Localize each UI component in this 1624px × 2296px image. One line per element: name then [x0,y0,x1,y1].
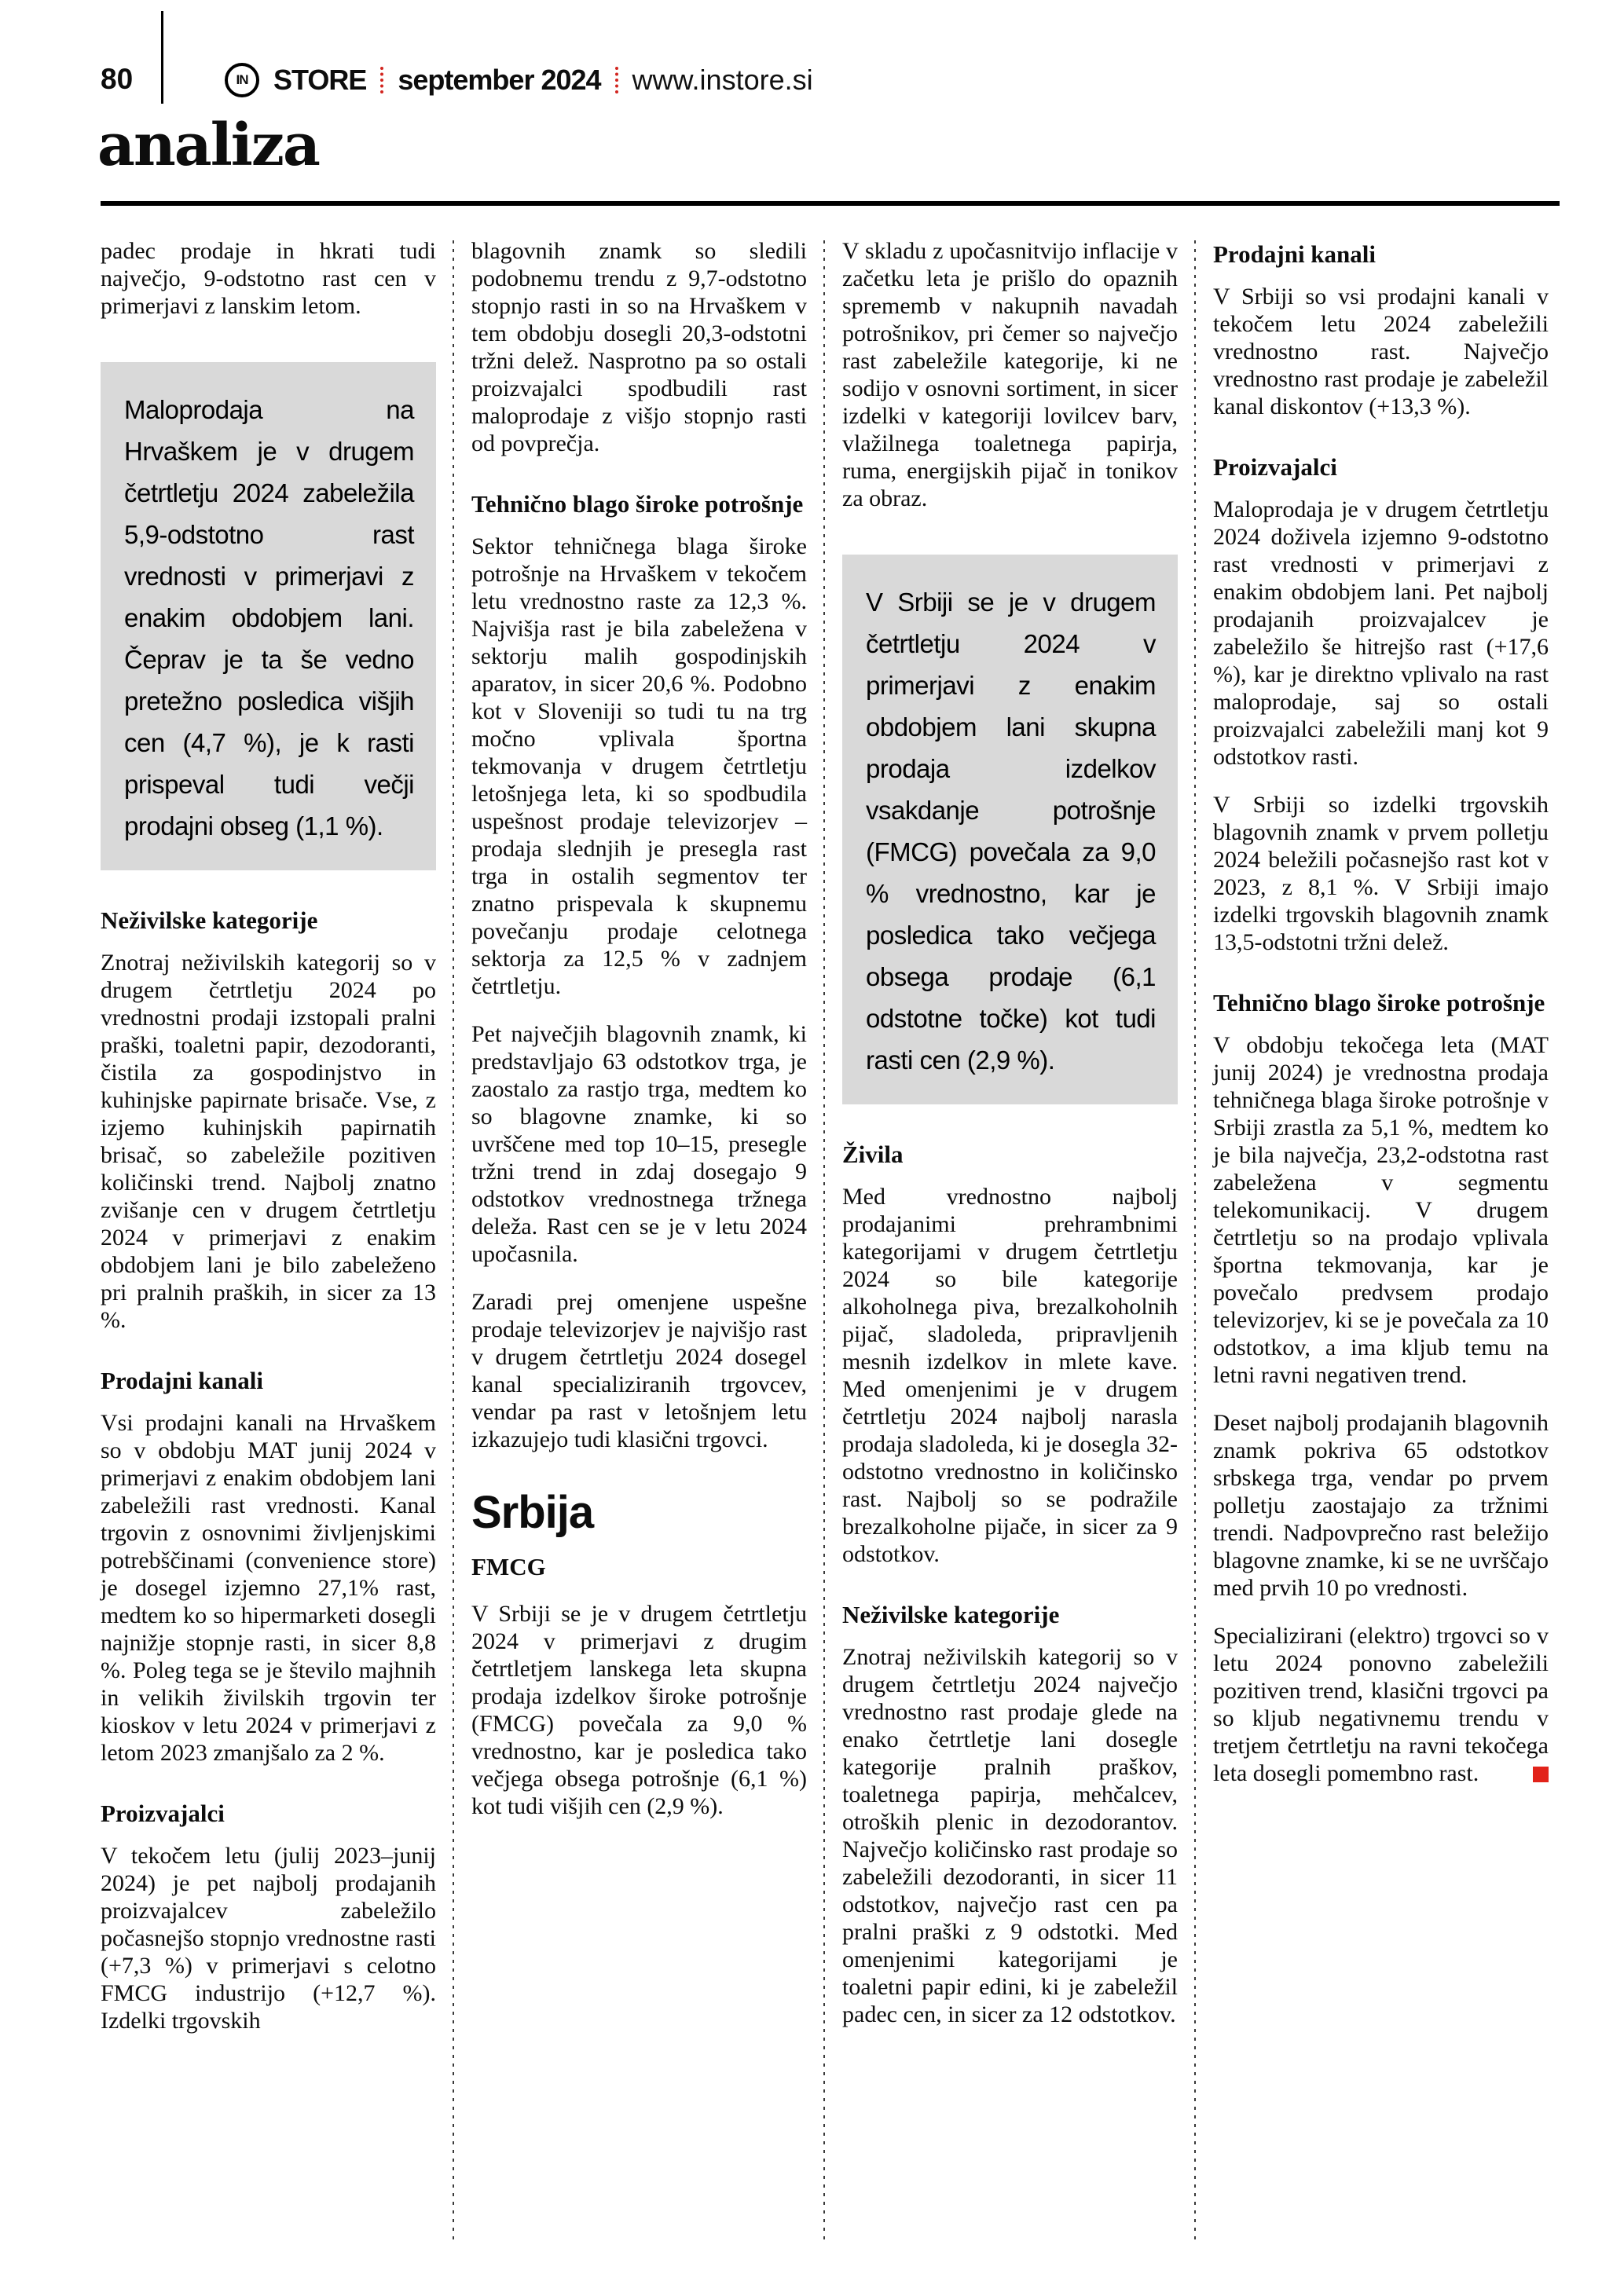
paragraph: Maloprodaja je v drugem četrtletju 2024 doživela izjemno 9-odstotno rast vrednosti v primerjavi z enakim obdobjem lani. Pet najbolj prodajanih proizvajalcev je zabeležilo še hitrejšo rast (+17,6 %), kar je direktno vplivalo na rast maloprodaje, saj so ostali proizvajalci zabeležili manj kot 9 odstotkov rasti. [1213,496,1549,770]
column-divider [453,240,454,2243]
paragraph: V Srbiji so izdelki trgovskih blagovnih znamk v prvem polletju 2024 beležili počasnejšo rast kot v 2023, z 8,1 %. V Srbiji imajo izdelki trgovskih blagovnih znamk 13,5-odstotni tržni delež. [1213,792,1549,955]
paragraph: Zaradi prej omenjene uspešne prodaje televizorjev je najvišjo rast v drugem četrtletju 2024 dosegel kanal specializiranih trgovcev, vendar pa rast v letošnjem letu izkazujejo tudi klasični trgovci. [471,1289,807,1452]
heading-prodajni-kanali-hr: Prodajni kanali [101,1367,264,1394]
paragraph: blagovnih znamk so sledili podobnemu trendu z 9,7-odstotno stopnjo rasti in so na Hrvaškem v tem obdobju dosegli 20,3-odstotni tržni delež. Nasprotno pa so ostali proizvajalci spodbudili rast maloprodaje z višjo stopnjo rasti od povprečja. [471,238,807,456]
red-dotted-separator [615,67,618,93]
paragraph: Deset najbolj prodajanih blagovnih znamk pokriva 65 odstotkov srbskega trga, vendar po prvem polletju zaostajajo za tržnimi trendi. Nadpovprečno rast beležijo blagovne znamke, ki se ne uvrščajo med prvih 10 po vrednosti. [1213,1410,1549,1601]
header-divider-line [161,11,163,104]
highlight-box-croatia: Maloprodaja na Hrvaškem je v drugem četrtletju 2024 zabeležila 5,9-odstotno rast vrednosti v primerjavi z enakim obdobjem lani. Čeprav je ta še vedno pretežno posledica višjih cen (4,7 %), je k rasti prispeval tudi večji prodajni obseg (1,1 %). [101,362,436,870]
column-1 [101,237,436,2055]
page-number: 80 [101,63,134,95]
highlight-box-serbia: V Srbiji se je v drugem četrtletju 2024 v primerjavi z enakim obdobjem lani skupna prodaja izdelkov vsakdanje potrošnje (FMCG) povečala za 9,0 % vrednostno, kar je posledica tako večjega obsega prodaje (6,1 odstotne točke) kot tudi rasti cen (2,9 %). [842,555,1178,1104]
heading-nezivilske-kategorije-rs: Neživilske kategorije [842,1601,1060,1628]
heading-proizvajalci-rs: Proizvajalci [1213,453,1337,481]
paragraph: V obdobju tekočega leta (MAT junij 2024) je vrednostna prodaja tehničnega blaga široke potrošnje v Srbiji zrastla za 5,1 %, medtem ko je bila največja, 23,2-odstotna rast zabeležena v segmentu telekomunikacij. V drugem četrtletju so na prodajo vplivala športna tekmovanja, kar je povečalo predvsem prodajo televizorjev, ki se je povečala za 10 odstotkov, a ima kljub temu na letni ravni negativen trend. [1213,1032,1549,1388]
column-divider [823,240,825,2243]
column-2 [471,237,807,2055]
paragraph: Pet največjih blagovnih znamk, ki predstavljajo 63 odstotkov trga, je zaostalo za rastjo trga, medtem ko so blagovne znamke, ki so uvrščene med top 10–15, presegle tržni trend in zdaj dosegajo 9 odstotkov vrednostnega tržnega deleža. Rast cen se je v letu 2024 upočasnila. [471,1021,807,1267]
masthead [225,63,813,97]
column-4 [1213,237,1549,2055]
article-end-mark [1533,1767,1549,1782]
heading-nezivilske-kategorije-hr: Neživilske kategorije [101,906,318,934]
red-dotted-separator [380,67,383,93]
paragraph-text: Specializirani (elektro) trgovci so v letu 2024 ponovno zabeležili pozitiven trend, klasični trgovci pa so kljub negativnemu trendu v tretjem četrtletju na ravni tekočega leta dosegli pomembno rast. [1213,1623,1549,1786]
heading-prodajni-kanali-rs: Prodajni kanali [1213,240,1377,268]
paragraph: V Srbiji so vsi prodajni kanali v tekočem letu 2024 zabeležili vrednostno rast. Največjo vrednostno rast prodaje je zabeležil kanal diskontov (+13,3 %). [1213,284,1549,419]
heading-zivila: Živila [842,1141,904,1168]
paragraph: Vsi prodajni kanali na Hrvaškem so v obdobju MAT junij 2024 v primerjavi z enakim obdobjem lani zabeležili rast vrednosti. Kanal trgovin z osnovnimi življenjskimi potrebščinami (convenience store) je dosegel izjemno 27,1% rast, medtem ko so hipermarketi dosegli najnižje stopnje rasti, in sicer 8,8 %. Poleg tega se je število majhnih in velikih živilskih trgovin ter kioskov v letu 2024 v primerjavi z letom 2023 zmanjšalo za 2 %. [101,1410,436,1766]
heading-proizvajalci-hr: Proizvajalci [101,1800,225,1827]
paragraph-intro: padec prodaje in hkrati tudi največjo, 9-odstotno rast cen v primerjavi z lanskim letom. [101,238,436,319]
article-body [101,237,1549,2055]
paragraph: V Srbiji se je v drugem četrtletju 2024 v primerjavi z drugim četrtletjem lanskega leta skupna prodaja izdelkov široke potrošnje (FMCG) povečala za 9,0 % vrednostno, kar je posledica tako večjega obsega potrošnje (6,1 %) kot tudi višjih cen (2,9 %). [471,1601,807,1819]
column-divider [1194,240,1196,2243]
paragraph-last [1213,1622,1549,1787]
header-rule [101,201,1560,206]
issue-date: september 2024 [398,64,601,96]
instore-logo-icon: IN [225,63,259,97]
paragraph: Znotraj neživilskih kategorij so v drugem četrtletju 2024 največjo vrednostno rast prodaje glede na enako četrtletje lani dosegle kategorije pralnih praškov, toaletnega papirja, mehčalcev, otroških plenic in dezodorantov. Največjo količinsko rast prodaje so zabeležili dezodoranti, in sicer 11 odstotkov, največjo rast cen pa pralni praški z 9 odstotki. Med omenjenimi kategorijami je toaletni papir edini, ki je zabeležil padec cen, in sicer za 12 odstotkov. [842,1644,1178,2027]
section-title: analiza [97,112,319,179]
paragraph: V skladu z upočasnitvijo inflacije v začetku leta je prišlo do opaznih sprememb v nakupnih navadah potrošnikov, pri čemer so največjo rast zabeležile kategorije, ki ne sodijo v osnovni sortiment, in sicer izdelki v kategoriji lovilcev barv, vlažilnega toaletnega papirja, ruma, energijskih pijač in tonikov za obraz. [842,238,1178,511]
paragraph: Znotraj neživilskih kategorij so v drugem četrtletju 2024 po vrednostni prodaji izstopali pralni praški, toaletni papir, dezodoranti, čistila za gospodinjstvo in kuhinjske papirnate brisače. Vse, z izjemo kuhinjskih papirnatih brisač, so zabeležile pozitiven količinski trend. Najbolj znatno zvišanje cen v drugem četrtletju 2024 v primerjavi z enakim obdobjem lani je bilo zabeleženo pri pralnih praških, in sicer za 13 %. [101,950,436,1333]
paragraph: V tekočem letu (julij 2023–junij 2024) je pet najbolj prodajanih proizvajalcev zabeležilo počasnejšo stopnjo vrednostne rasti (+7,3 %) v primerjavi s celotno FMCG industrijo (+12,7 %). Izdelki trgovskih [101,1843,436,2034]
paragraph: Med vrednostno najbolj prodajanimi prehrambnimi kategorijami v drugem četrtletju 2024 so bile kategorije alkoholnega piva, brezalkoholnih pijač, sladoleda, pripravljenih mesnih izdelkov in mlete kave. Med omenjenimi je v drugem četrtletju 2024 najbolj narasla prodaja sladoleda, ki je dosegla 32-odstotno vrednostno in količinsko rast. Najbolj so se podražile brezalkoholne pijače, in sicer za 9 odstotkov. [842,1184,1178,1567]
heading-fmcg: FMCG [471,1553,546,1580]
paragraph: Sektor tehničnega blaga široke potrošnje na Hrvaškem v tekočem letu vrednostno raste za 12,3 %. Najvišja rast je bila zabeležena v sektorju malih gospodinjskih aparatov, in sicer 20,6 %. Podobno kot v Sloveniji so tudi tu na trg močno vplivala športna tekmovanja v drugem četrtletju letošnjega leta, ki so spodbudila uspešnost prodaje televizorjev – prodaja slednjih je presegla rast trga in ostalih segmentov ter znatno prispevala k skupnemu povečanju prodaje celotnega sektorja za 12,5 % v zadnjem četrtletju. [471,533,807,999]
heading-tehnicno-blago-hr: Tehnično blago široke potrošnje [471,490,804,518]
website-url: www.instore.si [632,64,813,96]
column-3 [842,237,1178,2055]
heading-tehnicno-blago-rs: Tehnično blago široke potrošnje [1213,989,1545,1016]
heading-srbija: Srbija [471,1487,594,1538]
brand-name: STORE [273,64,367,96]
